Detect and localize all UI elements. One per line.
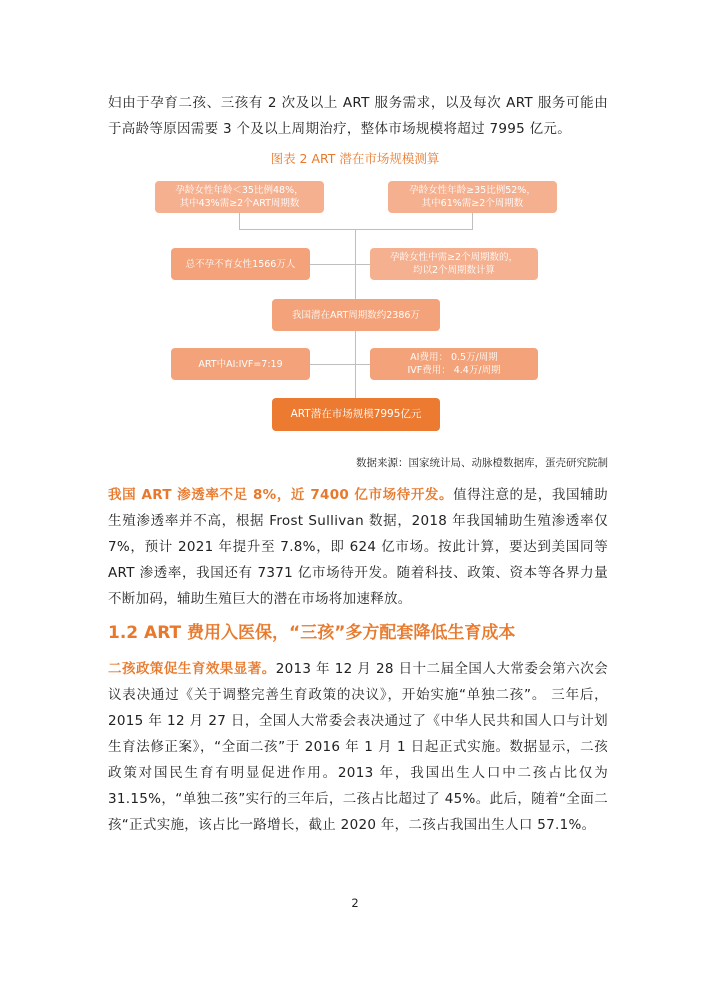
box-age-over-35 <box>388 181 557 213</box>
figure-source: 数据来源：国家统计局、动脉橙数据库，蛋壳研究院制 <box>356 457 608 469</box>
connector-line <box>310 264 370 265</box>
policy-text: 2013 年 12 月 28 日十二届全国人大常委会第六次会议表决通过《关于调整完善生育政策的决议》，开始实施“单独二孩”。 三年后，2015 年 12 月 27 日，全国人大常委会表决通过了《中华人民共和国人口与计划生育法修正案》，“全面二孩”于 2016 年 1 月 1 日起正式实施。数据显示，二孩政策对国民生育有明显促进作用。2013 年，我国出生人口中二孩占比仅为 31.15%，“单独二孩”实行的三年后，二孩占比超过了 45%。此后，随着“全面二孩“正式实施，该占比一路增长，截止 2020 年，二孩占我国出生人口 57.1%。 <box>108 661 608 833</box>
penetration-highlight: 我国 ART 渗透率不足 8%，近 7400 亿市场待开发。 <box>108 487 454 503</box>
section-heading: 1.2 ART 费用入医保，“三孩”多方配套降低生育成本 <box>108 623 516 643</box>
policy-paragraph <box>108 656 608 838</box>
intro-paragraph: 妇由于孕育二孩、三孩有 2 次及以上 ART 服务需求，以及每次 ART 服务可能由于高龄等原因需要 3 个及以上周期治疗，整体市场规模将超过 7995 亿元。 <box>108 95 608 137</box>
box-age-under-35 <box>155 181 324 213</box>
box-costs <box>370 348 538 380</box>
penetration-text: 值得注意的是，我国辅助生殖渗透率并不高，根据 Frost Sullivan 数据，2018 年我国辅助生殖渗透率仅 7%，预计 2021 年提升至 7.8%，即 624 亿市场。按此计算，要达到美国同等 ART 渗透率，我国还有 7371 亿市场待开发。随着科技、政策、资本等各界力量不断加码，辅助生殖巨大的潜在市场将加速释放。 <box>108 487 608 607</box>
box-age-over-35-label: 孕龄女性年龄≥35比例52%， 其中61%需≥2个周期数 <box>409 185 536 209</box>
box-ai-ivf-ratio <box>171 348 310 380</box>
policy-highlight: 二孩政策促生育效果显著。 <box>108 661 276 677</box>
box-total-cycles <box>272 299 440 331</box>
box-age-under-35-label: 孕龄女性年龄＜35比例48%， 其中43%需≥2个ART周期数 <box>175 185 304 209</box>
box-ai-ivf-ratio-label: ART中AI:IVF=7:19 <box>198 358 283 370</box>
penetration-paragraph <box>108 482 608 612</box>
connector-line <box>239 213 240 229</box>
box-two-cycles <box>370 248 538 280</box>
box-costs-label: AI费用： 0.5万/周期 IVF费用： 4.4万/周期 <box>407 352 501 376</box>
box-infertile-women-label: 总不孕不育女性1566万人 <box>185 258 296 270</box>
box-market-size-label: ART潜在市场规模7995亿元 <box>290 408 422 420</box>
box-market-size <box>272 398 440 431</box>
connector-line <box>239 229 473 230</box>
connector-line <box>310 364 370 365</box>
page-number: 2 <box>351 896 359 910</box>
figure-caption: 图表 2 ART 潜在市场规模测算 <box>270 151 440 166</box>
connector-line <box>472 213 473 229</box>
box-total-cycles-label: 我国潜在ART周期数约2386万 <box>292 309 420 321</box>
box-infertile-women <box>171 248 310 280</box>
box-two-cycles-label: 孕龄女性中需≥2个周期数的， 均以2个周期数计算 <box>389 252 518 276</box>
